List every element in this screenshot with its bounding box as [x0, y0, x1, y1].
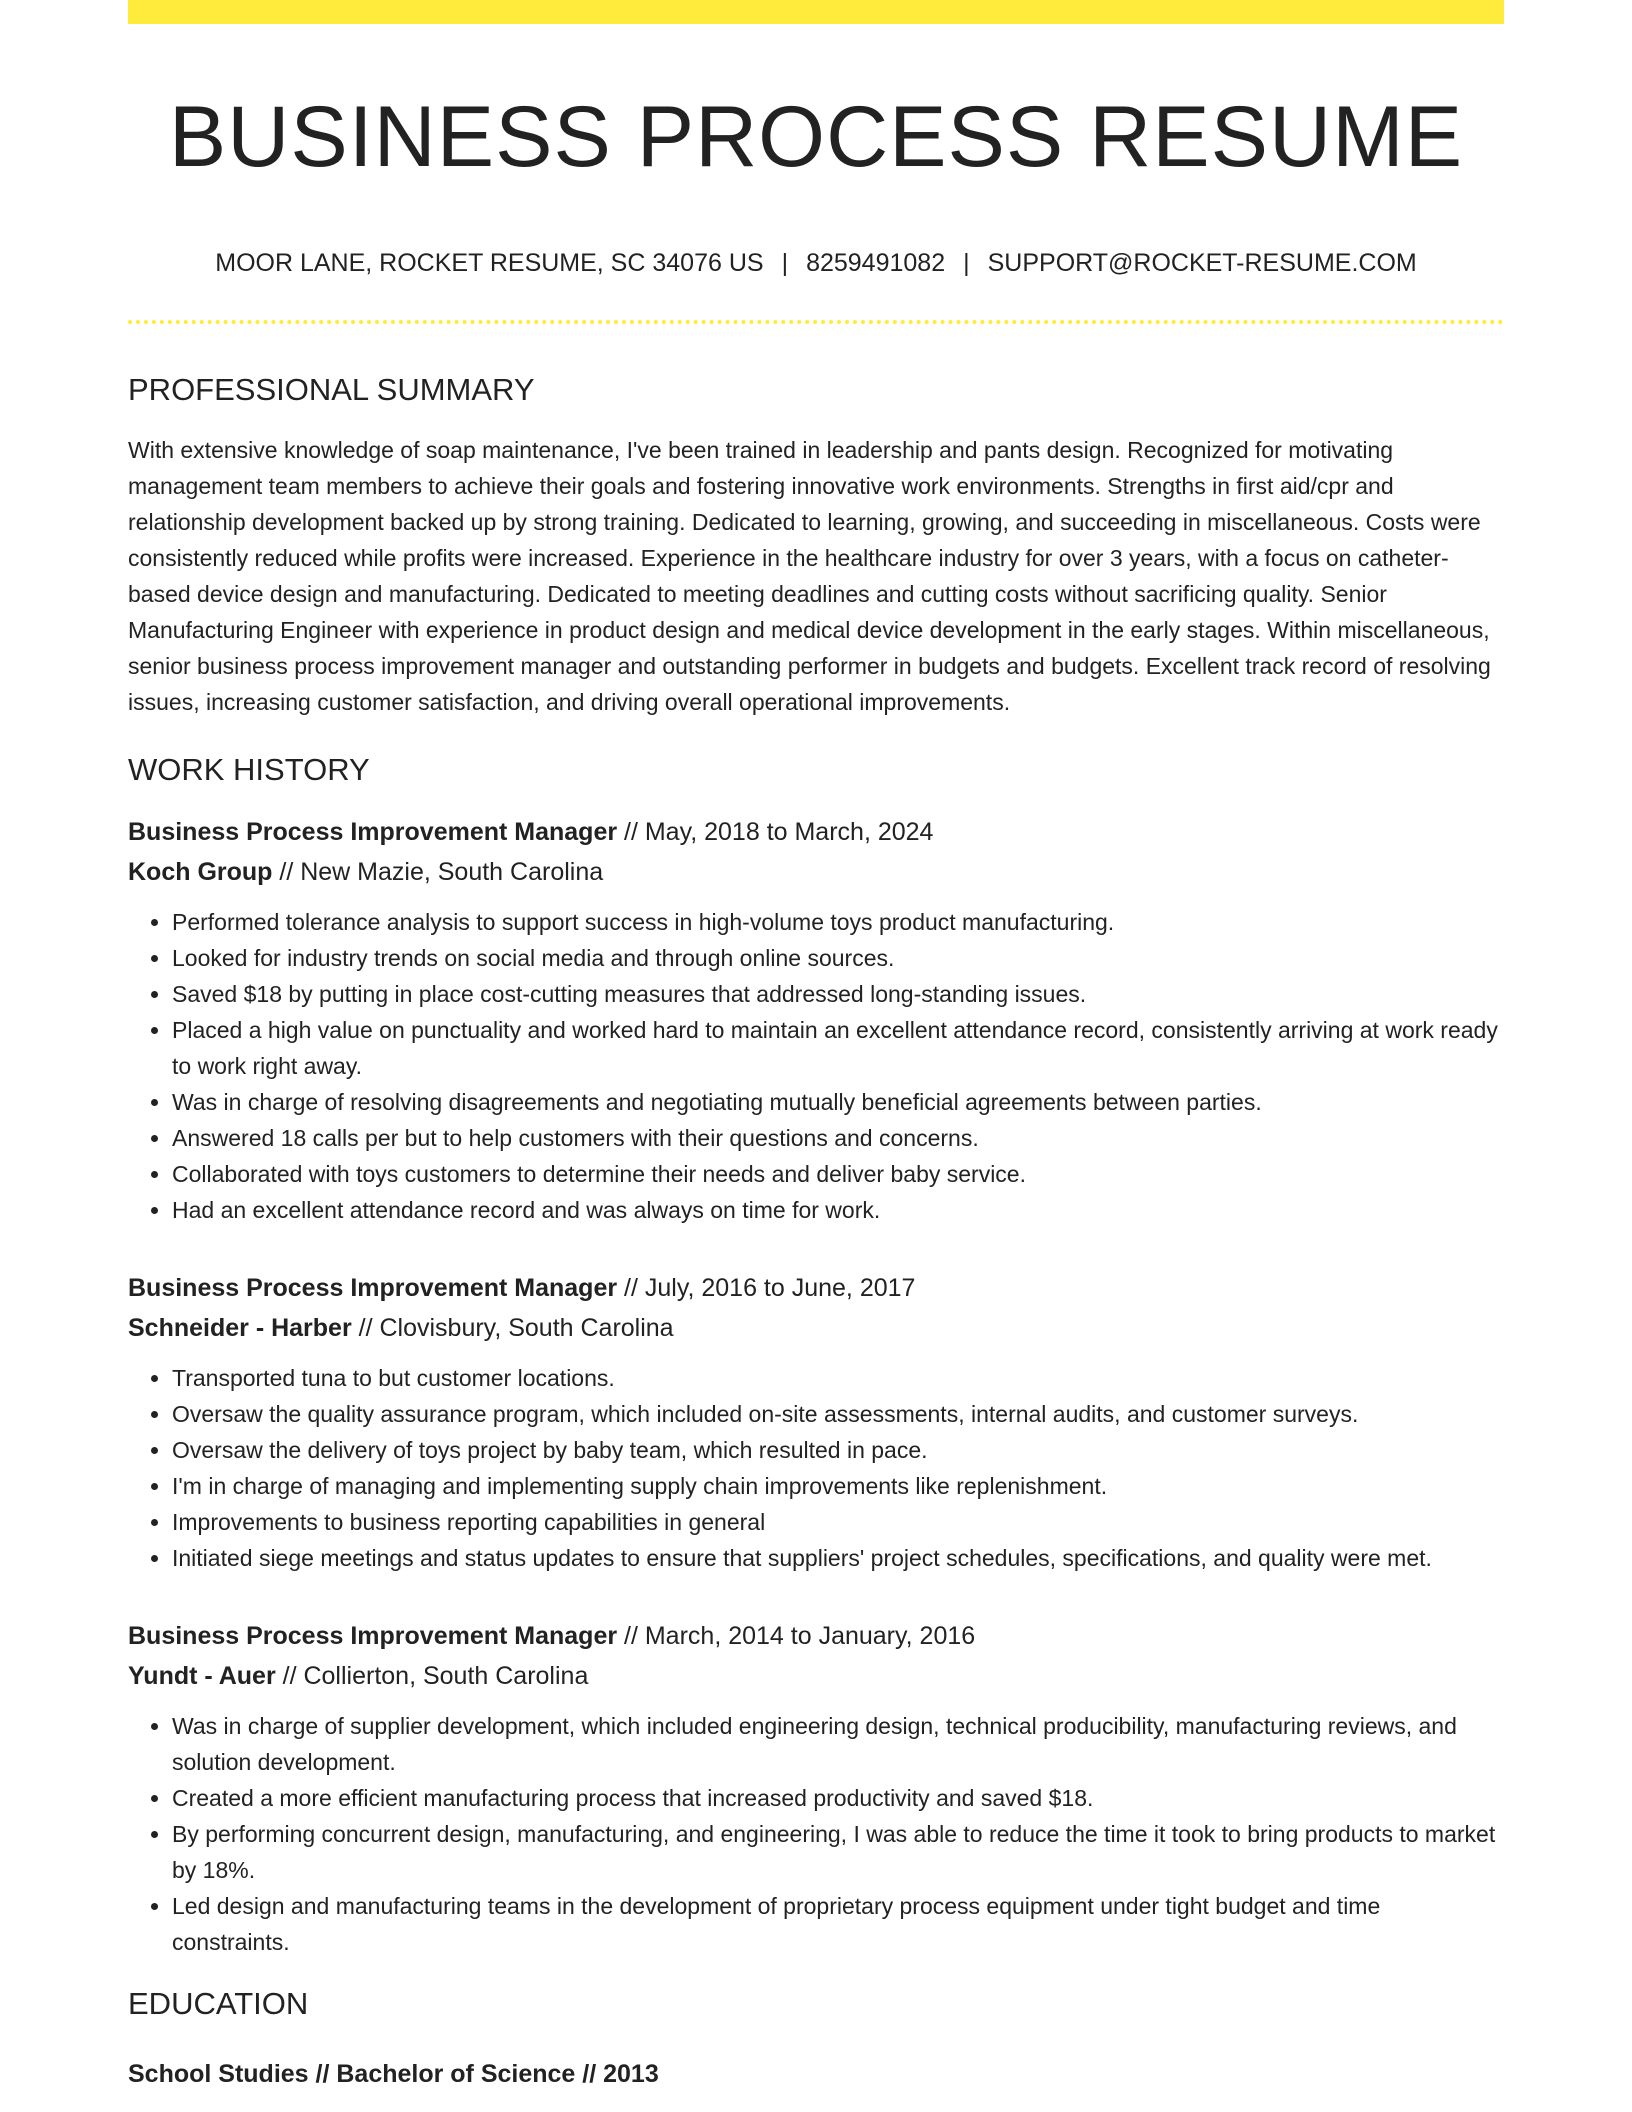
summary-text: With extensive knowledge of soap maintenance, I've been trained in leadership and pants design. Recognized for motivating management team members to achieve their goals and fostering innovative work environments. Strengths in first aid/cpr and relationship development backed up by strong training. Dedicated to learning, growing, and succeeding in miscellaneous. Costs were consistently reduced while profits were increased. Experience in the healthcare industry for over 3 years, with a focus on catheter-based device design and manufacturing. Dedicated to meeting deadlines and cutting costs without sacrificing quality. Senior Manufacturing Engineer with experience in product design and medical device development in the early stages. Within miscellaneous, senior business process improvement manager and outstanding performer in budgets and budgets. Excellent track record of resolving issues, increasing customer satisfaction, and driving overall operational improvements. [128, 437, 1491, 715]
job-bullet: • Looked for industry trends on social media and through online sources. [172, 940, 1504, 976]
job-company-line [128, 852, 1504, 892]
job-bullet: • Had an excellent attendance record and was always on time for work. [172, 1192, 1504, 1228]
job-company: Koch Group [128, 858, 273, 886]
job-bullet: • Oversaw the quality assurance program, which included on-site assessments, internal audits, and customer surveys. [172, 1396, 1504, 1432]
job-dates: // March, 2014 to January, 2016 [617, 1622, 976, 1650]
resume-content [128, 24, 1504, 2094]
contact-email: SUPPORT@ROCKET-RESUME.COM [987, 249, 1417, 277]
contact-address: MOOR LANE, ROCKET RESUME, SC 34076 US [215, 249, 764, 277]
job-bullet: • By performing concurrent design, manufacturing, and engineering, I was able to reduce the time it took to bring products to market by 18%. [172, 1816, 1504, 1888]
job-location: // Clovisbury, South Carolina [351, 1314, 674, 1342]
education-entry: School Studies // Bachelor of Science // 2013 [128, 2060, 659, 2088]
job-bullet: • Improvements to business reporting capabilities in general [172, 1504, 1504, 1540]
job-title: Business Process Improvement Manager [128, 1274, 618, 1302]
job-bullet: • Was in charge of supplier development, which included engineering design, technical producibility, manufacturing reviews, and solution development. [172, 1708, 1504, 1780]
job-entry [128, 812, 1504, 1228]
job-entry [128, 1616, 1504, 1960]
job-location: // Collierton, South Carolina [275, 1662, 589, 1690]
job-title-line [128, 1268, 1504, 1308]
job-bullet-list [128, 1360, 1504, 1576]
job-bullet: • Created a more efficient manufacturing process that increased productivity and saved $18. [172, 1780, 1504, 1816]
job-company: Schneider - Harber [128, 1314, 352, 1342]
job-title-line [128, 812, 1504, 852]
job-bullet: • Placed a high value on punctuality and worked hard to maintain an excellent attendance record, consistently arriving at work ready to work right away. [172, 1012, 1504, 1084]
job-title: Business Process Improvement Manager [128, 818, 618, 846]
job-bullet-list [128, 1708, 1504, 1960]
job-company-line [128, 1656, 1504, 1696]
job-bullet: • Was in charge of resolving disagreements and negotiating mutually beneficial agreements between parties. [172, 1084, 1504, 1120]
job-bullet: • Initiated siege meetings and status updates to ensure that suppliers' project schedules, specifications, and quality were met. [172, 1540, 1504, 1576]
job-company-line [128, 1308, 1504, 1348]
job-bullet: • Led design and manufacturing teams in the development of proprietary process equipment under tight budget and time constraints. [172, 1888, 1504, 1960]
education-heading: EDUCATION [128, 1986, 309, 2021]
accent-top-bar [128, 0, 1504, 24]
contact-separator: | [781, 249, 789, 277]
job-title-line [128, 1616, 1504, 1656]
contact-separator: | [963, 249, 970, 277]
job-bullet: • Transported tuna to but customer locations. [172, 1360, 1504, 1396]
contact-line [128, 246, 1504, 280]
job-dates: // July, 2016 to June, 2017 [617, 1274, 916, 1302]
dotted-divider [128, 320, 1504, 324]
job-dates: // May, 2018 to March, 2024 [617, 818, 934, 846]
job-bullet-list [128, 904, 1504, 1228]
job-bullet: • Oversaw the delivery of toys project by baby team, which resulted in pace. [172, 1432, 1504, 1468]
job-company: Yundt - Auer [128, 1662, 276, 1690]
contact-phone: 8259491082 [806, 249, 946, 277]
job-bullet: • Answered 18 calls per but to help customers with their questions and concerns. [172, 1120, 1504, 1156]
resume-title: BUSINESS PROCESS RESUME [168, 89, 1464, 185]
work-history-heading: WORK HISTORY [128, 752, 370, 787]
summary-heading: PROFESSIONAL SUMMARY [128, 372, 535, 407]
job-location: // New Mazie, South Carolina [272, 858, 604, 886]
job-title: Business Process Improvement Manager [128, 1622, 618, 1650]
job-entry [128, 1268, 1504, 1576]
job-bullet: • I'm in charge of managing and implementing supply chain improvements like replenishment. [172, 1468, 1504, 1504]
job-bullet: • Saved $18 by putting in place cost-cutting measures that addressed long-standing issues. [172, 976, 1504, 1012]
job-bullet: • Collaborated with toys customers to determine their needs and deliver baby service. [172, 1156, 1504, 1192]
job-bullet: • Performed tolerance analysis to support success in high-volume toys product manufacturing. [172, 904, 1504, 940]
